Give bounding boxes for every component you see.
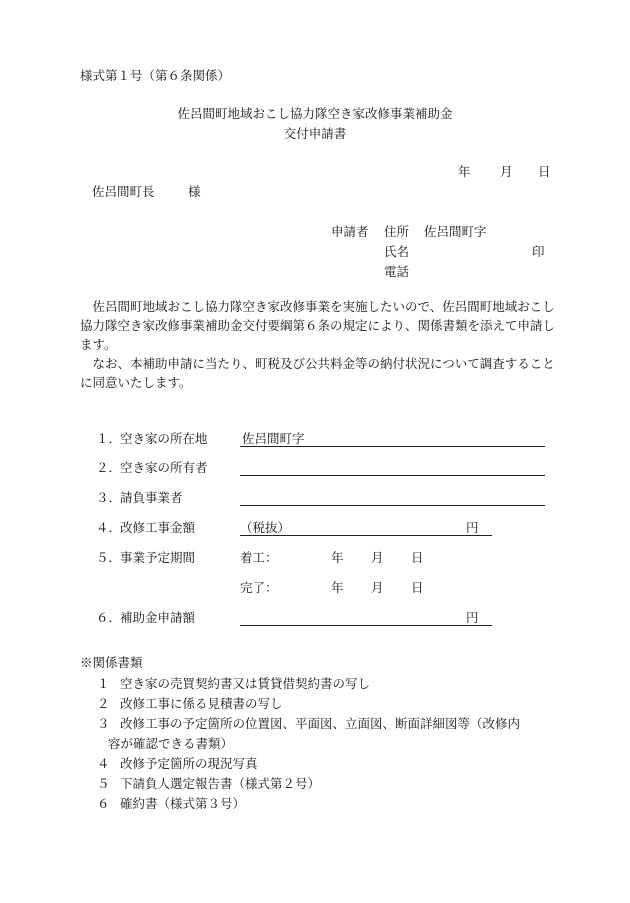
completion-label: 完了： xyxy=(240,580,278,595)
document-item: 改修工事に係る見積書の写し xyxy=(120,696,283,711)
item-number: １． xyxy=(96,431,122,446)
documents-heading: ※関係書類 xyxy=(80,655,143,670)
document-title-line2: 交付申請書 xyxy=(283,126,347,141)
completion-month-label: 月 xyxy=(371,580,384,595)
addressee-name: 佐呂間町長 xyxy=(92,184,155,199)
addressee-honorific: 様 xyxy=(188,184,201,199)
body-paragraph-2: なお、本補助申請に当たり、町税及び公共料金等の納付状況について調査することに同意いたします。 xyxy=(80,356,555,390)
item-label-property-owner: 空き家の所有者 xyxy=(120,460,208,475)
document-number: ４ xyxy=(97,756,110,771)
document-number: ６ xyxy=(97,796,110,811)
renovation-cost-underline xyxy=(240,535,492,536)
start-label: 着工： xyxy=(240,550,278,565)
document-item: 改修予定箇所の現況写真 xyxy=(120,756,258,771)
item-label-property-location: 空き家の所在地 xyxy=(120,431,208,446)
contractor-underline xyxy=(240,505,545,506)
item-number: ６． xyxy=(96,610,122,625)
document-item: 下請負人選定報告書（様式第２号） xyxy=(120,776,321,791)
item-label-contractor: 請負事業者 xyxy=(120,490,183,505)
date-month-label: 月 xyxy=(500,164,513,179)
body-paragraph-1: 佐呂間町地域おこし協力隊空き家改修事業を実施したいので、佐呂間町地域おこし協力隊空き家改修事業補助金交付要綱第６条の規定により、関係書類を添えて申請します。 xyxy=(80,299,556,352)
start-year-label: 年 xyxy=(331,550,344,565)
property-location-underline xyxy=(240,446,545,447)
document-number: ３ xyxy=(97,716,110,731)
yen-unit: 円 xyxy=(466,610,479,625)
item-number: ５． xyxy=(96,550,122,565)
document-item: 確約書（様式第３号） xyxy=(120,796,246,811)
completion-year-label: 年 xyxy=(331,580,344,595)
document-number: ２ xyxy=(97,696,110,711)
document-item: 改修工事の予定箇所の位置図、平面図、立面図、断面詳細図等（改修内 xyxy=(120,716,521,731)
document-item: 空き家の売買契約書又は賃貸借契約書の写し xyxy=(120,676,371,691)
subsidy-amount-underline xyxy=(240,625,492,626)
item-label-project-period: 事業予定期間 xyxy=(120,550,196,565)
document-number: １ xyxy=(97,676,110,691)
date-year-label: 年 xyxy=(458,164,471,179)
applicant-label: 申請者 xyxy=(331,224,369,239)
tax-excluded-prefix: （税抜） xyxy=(240,520,291,535)
completion-day-label: 日 xyxy=(411,580,424,595)
property-location-value: 佐呂間町字 xyxy=(242,431,305,446)
item-label-renovation-cost: 改修工事金額 xyxy=(120,520,196,535)
item-number: ２． xyxy=(96,460,122,475)
document-number: ５ xyxy=(97,776,110,791)
item-label-subsidy-amount: 補助金申請額 xyxy=(120,610,196,625)
applicant-address-value: 佐呂間町字 xyxy=(424,224,487,239)
property-owner-underline xyxy=(240,475,545,476)
applicant-name-label: 氏名 xyxy=(384,244,410,259)
applicant-address-label: 住所 xyxy=(384,224,410,239)
document-title-line1: 佐呂間町地域おこし協力隊空き家改修事業補助金 xyxy=(177,106,453,121)
item-number: ４． xyxy=(96,520,122,535)
document-item-continuation: 容が確認できる書類） xyxy=(108,736,234,751)
applicant-phone-label: 電話 xyxy=(384,264,410,279)
yen-unit: 円 xyxy=(466,520,479,535)
item-number: ３． xyxy=(96,490,122,505)
date-day-label: 日 xyxy=(538,164,551,179)
start-day-label: 日 xyxy=(411,550,424,565)
seal-mark: 印 xyxy=(532,244,545,259)
form-number-label: 様式第１号（第６条関係） xyxy=(80,68,231,83)
start-month-label: 月 xyxy=(371,550,384,565)
